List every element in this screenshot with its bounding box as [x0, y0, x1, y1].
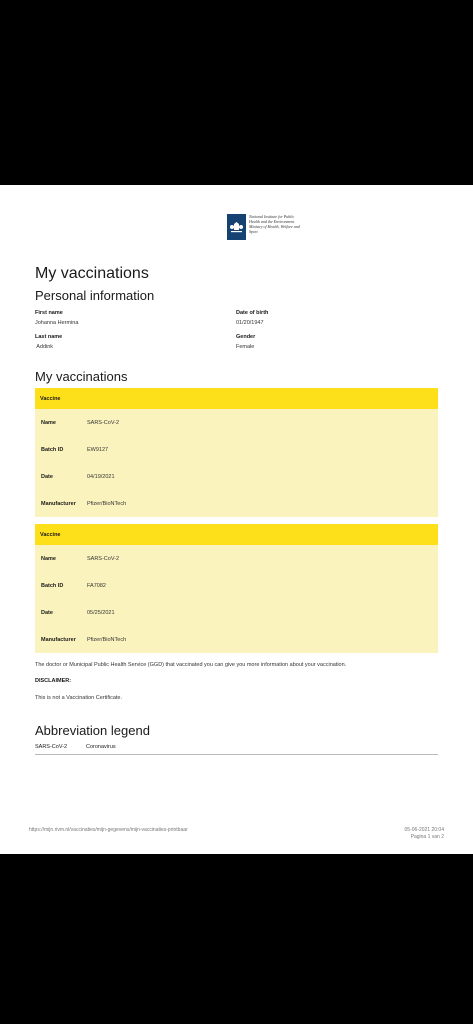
document-page [0, 185, 473, 854]
legend-heading: Abbreviation legend [35, 723, 150, 738]
footer-meta [405, 827, 444, 841]
vaccine-row-batch [35, 436, 438, 463]
vaccine-row-date [35, 599, 438, 626]
row-value: 04/19/2021 [87, 473, 115, 480]
row-label: Manufacturer [41, 636, 76, 643]
rivm-logo [227, 214, 305, 240]
first-name-value: Johanna Hermina [35, 320, 79, 326]
first-name-label: First name [35, 310, 63, 316]
row-value: 05/25/2021 [87, 609, 115, 616]
row-label: Date [41, 609, 53, 616]
row-value: SARS-CoV-2 [87, 419, 120, 426]
vaccine-header: Vaccine [35, 388, 438, 409]
last-name-label: Last name [35, 334, 63, 340]
row-label: Date [41, 473, 53, 480]
row-value: Pfizer/BioNTech [87, 500, 127, 507]
vaccinations-heading: My vaccinations [35, 369, 128, 384]
footer-datetime: 05-06-2021 20:04 [404, 827, 444, 833]
vaccine-row-manufacturer [35, 626, 438, 653]
disclaimer-text: This is not a Vaccination Certificate. [35, 695, 123, 701]
footer-url: https://mijn.rivm.nl/vaccinaties/mijn-gegevens/mijn-vaccinaties-printbaar [29, 827, 188, 833]
org-line: National Institute for Public [249, 214, 295, 219]
personal-info-heading: Personal information [35, 288, 155, 303]
footer-page-number: Pagina 1 van 2 [410, 834, 444, 840]
dob-value: 01/20/1947 [236, 320, 264, 326]
gender-value: Female [236, 344, 255, 350]
legend-meaning: Coronavirus [86, 744, 116, 750]
vaccine-row-date [35, 463, 438, 490]
org-line: Sport [249, 229, 258, 234]
vaccine-record [35, 388, 438, 517]
row-label: Manufacturer [41, 500, 76, 507]
row-value: Pfizer/BioNTech [87, 636, 127, 643]
row-label: Batch ID [41, 446, 64, 453]
legend-row [35, 744, 438, 755]
coat-of-arms-icon [227, 214, 246, 240]
disclaimer-label: DISCLAIMER: [35, 678, 72, 684]
vaccine-row-name [35, 545, 438, 572]
page-title: My vaccinations [35, 265, 149, 282]
vaccine-row-batch [35, 572, 438, 599]
vaccine-row-name [35, 409, 438, 436]
legend-abbr: SARS-CoV-2 [35, 744, 68, 750]
vaccine-row-manufacturer [35, 490, 438, 517]
row-label: Name [41, 419, 56, 426]
dob-label: Date of birth [236, 310, 269, 316]
row-value: SARS-CoV-2 [87, 555, 120, 562]
row-label: Name [41, 555, 56, 562]
org-name [249, 214, 305, 234]
vaccine-record [35, 524, 438, 653]
last-name-value: Addink [35, 344, 54, 350]
org-line: Health and the Environment [249, 219, 295, 224]
row-value: FA7082 [87, 582, 106, 589]
gender-label: Gender [236, 334, 256, 340]
row-value: EW9127 [87, 446, 109, 453]
org-line: Ministry of Health, Welfare and [249, 224, 300, 229]
info-text: The doctor or Municipal Public Health Service (GGD) that vaccinated you can give you more information about your vaccination. [35, 662, 347, 668]
row-label: Batch ID [41, 582, 64, 589]
vaccine-header: Vaccine [35, 524, 438, 545]
